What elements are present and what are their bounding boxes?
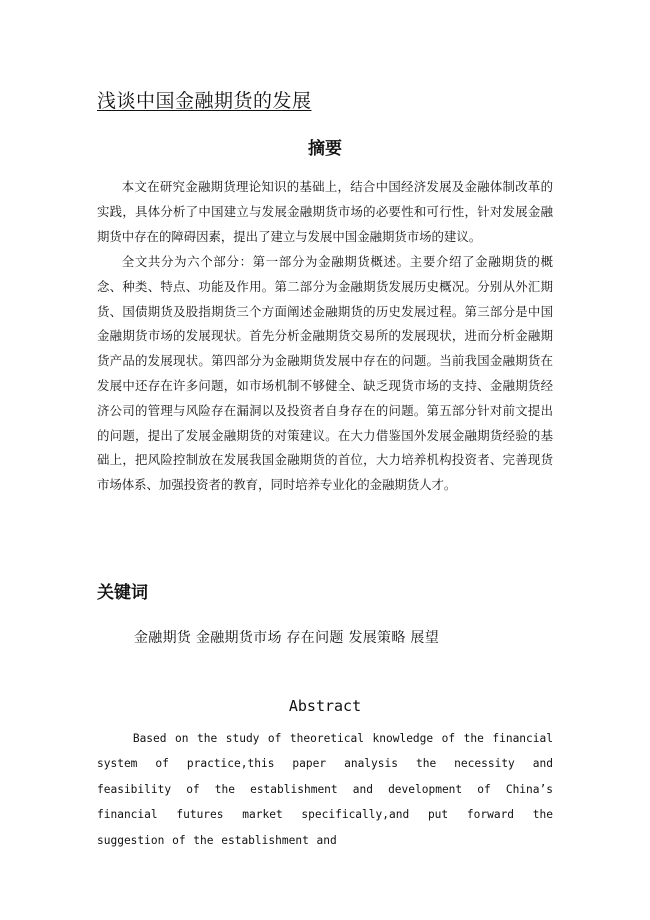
keywords-heading: 关键词 <box>97 583 148 603</box>
abstract-paragraph-2-text: 全文共分为六个部分：第一部分为金融期货概述。主要介绍了金融期货的概念、种类、特点、功能及作用。第二部分为金融期货发展历史概况。分别从外汇期货、国债期货及股指期货三个方面阐述金融期货的历史发展过程。第三部分是中国金融期货市场的发展现状。首先分析金融期货交易所的发展现状，进而分析金融期货产品的发展现状。第四部分为金融期货发展中存在的问题。当前我国金融期货在发展中还存在许多问题，如市场机制不够健全、缺乏现货市场的支持、金融期货经济公司的管理与风险存在漏洞以及投资者自身存在的问题。第五部分针对前文提出的问题，提出了发展金融期货的对策建议。在大力借鉴国外发展金融期货经验的基础上，把风险控制放在发展我国金融期货的首位，大力培养机构投资者、完善现货市场体系、加强投资者的教育，同时培养专业化的金融期货人才。 <box>97 254 553 493</box>
abstract-paragraph-2 <box>97 250 553 498</box>
abstract-paragraph-1 <box>97 175 553 249</box>
abstract-heading-chinese: 摘要 <box>308 139 342 159</box>
document-title: 浅谈中国金融期货的发展 <box>97 90 312 112</box>
abstract-heading-english: Abstract <box>288 697 362 715</box>
keywords-list: 金融期货 金融期货市场 存在问题 发展策略 展望 <box>134 630 439 646</box>
abstract-english-text: Based on the study of theoretical knowledge of the financial system of practice,this paper analysis the necessity and feasibility of the establishment and development of China’s financial futures market specifically,and put forward the suggestion of the establishment and <box>97 732 553 847</box>
abstract-paragraph-1-text: 本文在研究金融期货理论知识的基础上，结合中国经济发展及金融体制改革的实践，具体分析了中国建立与发展金融期货市场的必要性和可行性，针对发展金融期货中存在的障碍因素，提出了建立与发展中国金融期货市场的建议。 <box>97 179 553 244</box>
